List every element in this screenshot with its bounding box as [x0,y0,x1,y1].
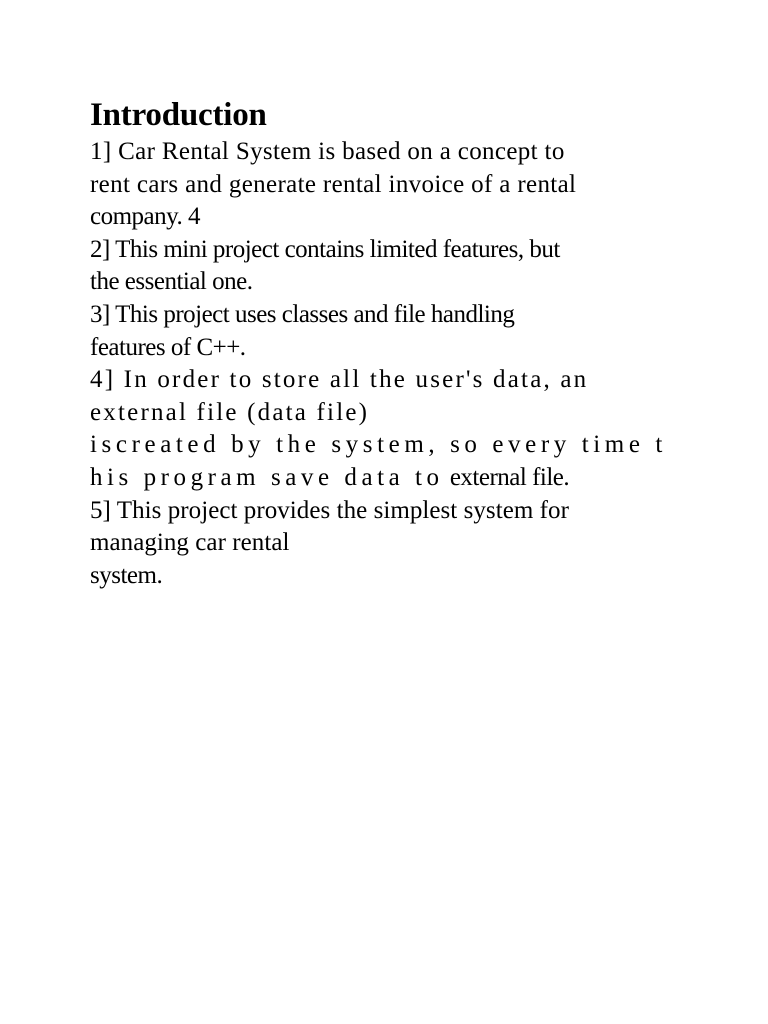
paragraph-line: 1] Car Rental System is based on a concept to [90,138,565,165]
paragraph-line: managing car rental [90,529,290,557]
paragraph-line: company. 4 [90,203,201,231]
paragraph-line: external file (data file) [90,398,370,426]
paragraph-line: the essential one. [90,268,253,296]
paragraph-line: features of C++. [90,333,246,361]
spaced-text-fragment: his program save data to [90,463,444,491]
paragraph-line: 2] This mini project contains limited features, but [90,235,560,263]
paragraph-line: rent cars and generate rental invoice of a rental [90,170,577,198]
paragraph-line: iscreated by the system, so every time t [90,431,667,459]
paragraph-line: system. [90,561,163,589]
page-title: Introduction [90,97,267,133]
paragraph-line: 5] This project provides the simplest system for [90,496,569,524]
document-page [90,94,730,592]
paragraph-line: 4] In order to store all the user's data, an [90,366,589,394]
text-fragment: external file. [449,463,570,491]
paragraph-line [90,462,730,495]
paragraph-line: 3] This project uses classes and file handling [90,300,515,328]
